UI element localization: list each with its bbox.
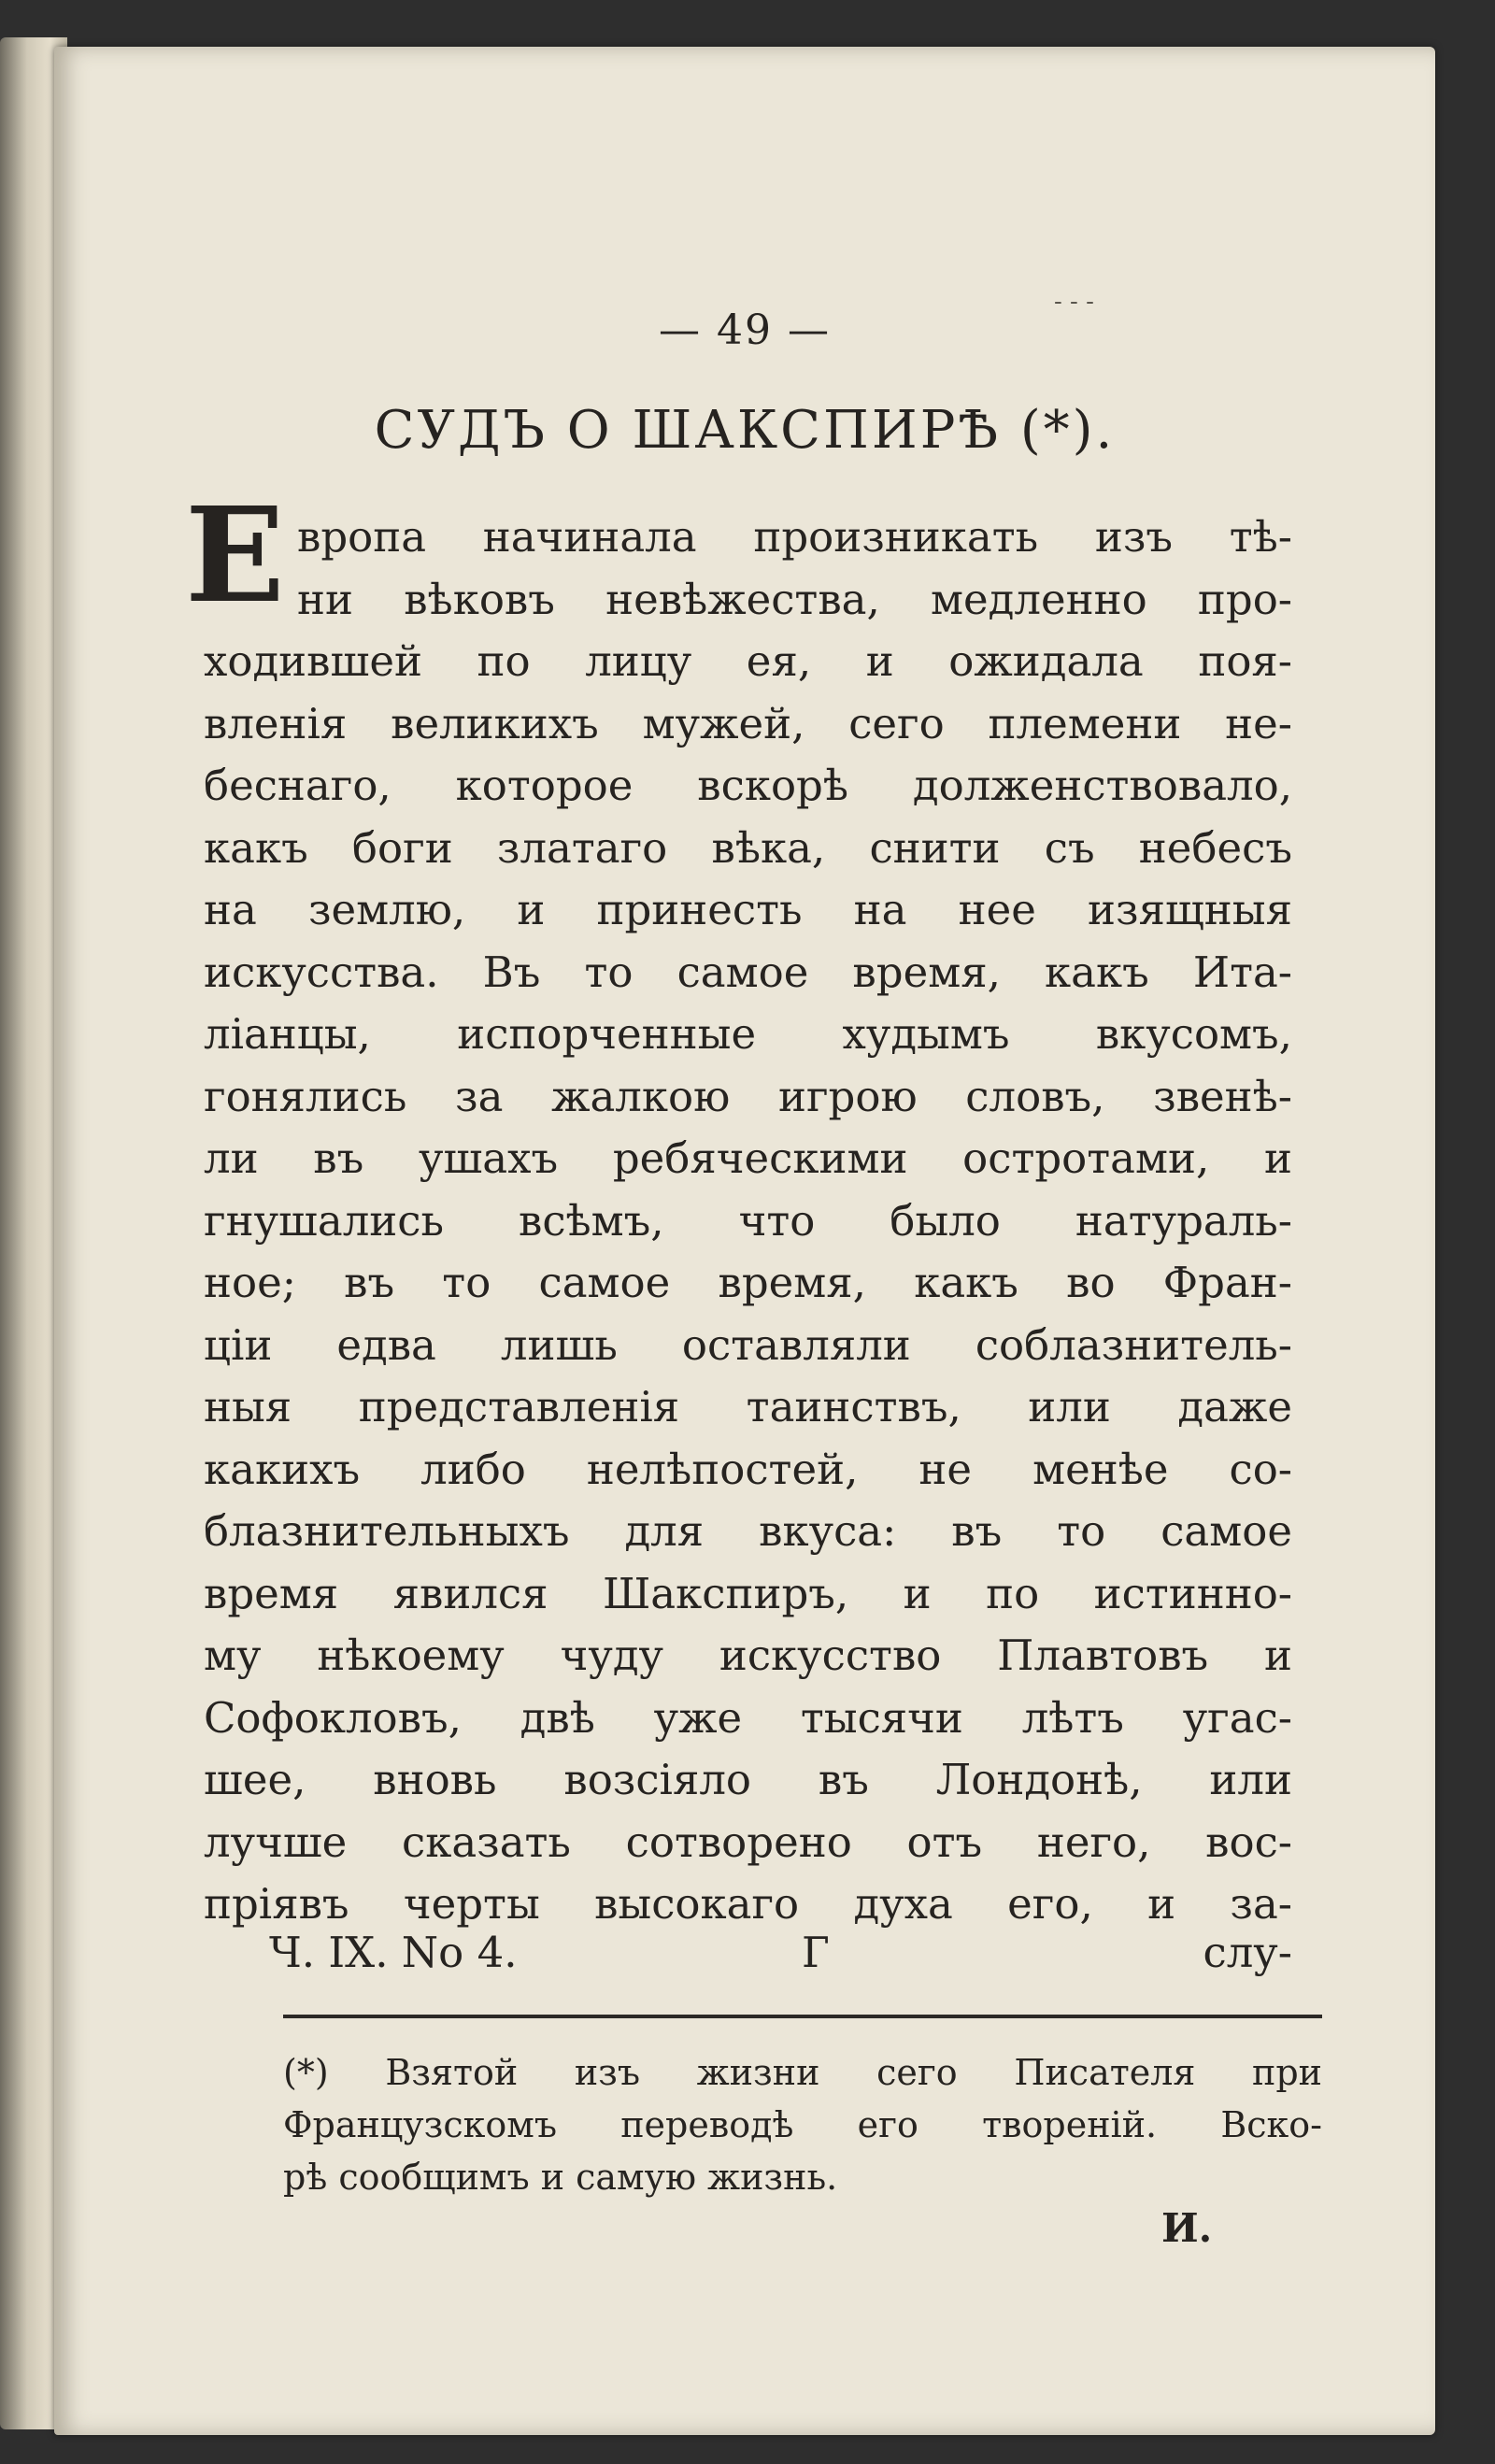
text-line: ходившей по лицу ея, и ожидала поя-	[204, 636, 1292, 686]
catchword: И.	[1161, 2205, 1213, 2251]
text-line: блазнительныхъ для вкуса: въ то самое	[204, 1506, 1292, 1556]
text-line: ціи едва лишь оставляли соблазнитель-	[204, 1319, 1292, 1370]
text-line: ное; въ то самое время, какъ во Фран-	[204, 1258, 1292, 1307]
text-line: какъ боги златаго вѣка, снити съ небесъ	[204, 822, 1292, 873]
catch-syllable: слу-	[1203, 1928, 1292, 1977]
text-line: искусства. Въ то самое время, какъ Ита-	[204, 947, 1292, 997]
footnote-line: (*) Взятой изъ жизни сего Писателя при	[283, 2052, 1322, 2093]
sheet-signature: Г	[802, 1928, 830, 1977]
text-line: шее, вновь возсіяло въ Лондонѣ, или	[204, 1755, 1292, 1804]
volume-mark: Ч. IX. No 4.	[269, 1928, 518, 1977]
article-title: СУДЪ О ШАКСПИРѢ (*).	[374, 400, 1116, 461]
text-line: вленія великихъ мужей, сего племени не-	[204, 698, 1292, 748]
text-line: ліанцы, испорченные худымъ вкусомъ,	[204, 1009, 1292, 1059]
footnote-rule	[283, 2015, 1322, 2018]
footnote-line: рѣ сообщимъ и самую жизнь.	[283, 2157, 838, 2198]
text-line: ныя представленія таинствъ, или даже	[204, 1382, 1292, 1431]
text-line: на землю, и принесть на нее изящныя	[204, 885, 1292, 934]
page-mark: - - -	[1054, 288, 1094, 316]
text-line: вропа начинала произникать изъ тѣ-	[297, 512, 1292, 562]
text-line: гонялись за жалкою игрою словъ, звенѣ-	[204, 1071, 1292, 1121]
text-line: какихъ либо нелѣпостей, не менѣе со-	[204, 1444, 1292, 1494]
text-line: ни вѣковъ невѣжества, медленно про-	[297, 574, 1292, 624]
page-number: — 49 —	[659, 306, 831, 354]
drop-cap: Е	[185, 479, 285, 633]
text-line: ли въ ушахъ ребяческими остротами, и	[204, 1133, 1292, 1183]
text-line: Софокловъ, двѣ уже тысячи лѣтъ угас-	[204, 1692, 1292, 1743]
body-text	[204, 506, 1292, 1936]
text-line: лучше сказать сотворено отъ него, вос-	[204, 1816, 1292, 1867]
footnote-line: Французскомъ переводѣ его твореній. Вско-	[283, 2104, 1322, 2145]
text-line: беснаго, которое вскорѣ долженствовало,	[204, 761, 1292, 810]
footnote	[283, 2046, 1322, 2203]
text-line: му нѣкоему чуду искусство Плавтовъ и	[204, 1631, 1292, 1680]
book-page	[54, 47, 1435, 2435]
text-line: время явился Шакспиръ, и по истинно-	[204, 1568, 1292, 1618]
text-line: пріявъ черты высокаго духа его, и за-	[204, 1879, 1292, 1929]
signature-line	[269, 1920, 1292, 1986]
text-line: гнушались всѣмъ, что было натураль-	[204, 1195, 1292, 1246]
